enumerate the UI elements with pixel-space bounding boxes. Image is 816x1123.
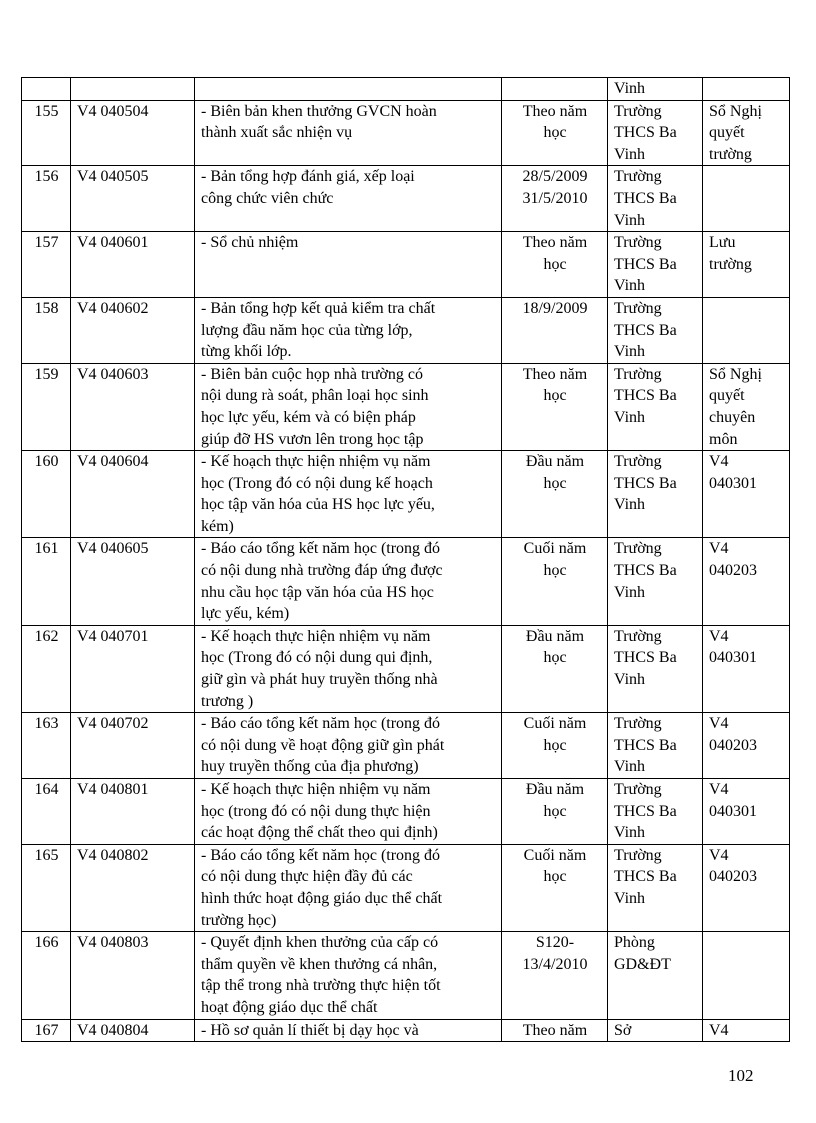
issuing-unit-cell bbox=[608, 625, 703, 712]
evidence-content-cell bbox=[195, 713, 502, 779]
issuing-unit-line: Phòng bbox=[614, 934, 655, 952]
note-cell bbox=[703, 713, 790, 779]
note-cell bbox=[703, 779, 790, 845]
issue-time-line: Theo năm bbox=[522, 234, 588, 252]
issue-time-line: Đầu năm bbox=[525, 453, 585, 471]
note-line: V4 bbox=[709, 1021, 729, 1039]
issue-time-line: Đầu năm bbox=[525, 627, 585, 645]
row-number-cell: 160 bbox=[22, 451, 71, 538]
row-number-cell: 164 bbox=[22, 779, 71, 845]
evidence-content-line: thành xuất sắc nhiện vụ bbox=[201, 124, 353, 142]
issue-time-cell bbox=[502, 779, 608, 845]
issuing-unit-line: THCS Ba bbox=[614, 649, 677, 667]
note-line: V4 bbox=[709, 627, 729, 645]
issuing-unit-cell bbox=[608, 166, 703, 232]
issuing-unit-line: Vinh bbox=[614, 408, 646, 426]
evidence-code-cell: V4 040603 bbox=[71, 363, 195, 450]
evidence-code-cell: V4 040701 bbox=[71, 625, 195, 712]
evidence-content-cell bbox=[195, 232, 502, 298]
table-row bbox=[22, 713, 790, 779]
issue-time-line: Theo năm bbox=[522, 1021, 588, 1039]
row-number-cell: 155 bbox=[22, 100, 71, 166]
note-cell bbox=[703, 932, 790, 1019]
evidence-content-line: - Biên bản cuộc họp nhà trường có bbox=[201, 365, 423, 383]
evidence-content-line: - Kế hoạch thực hiện nhiệm vụ năm bbox=[201, 627, 431, 645]
note-line: 040301 bbox=[709, 802, 757, 820]
note-cell bbox=[703, 166, 790, 232]
evidence-content-cell bbox=[195, 100, 502, 166]
note-line: V4 bbox=[709, 781, 729, 798]
note-line: chuyên bbox=[709, 408, 756, 426]
issuing-unit-line: THCS Ba bbox=[614, 736, 677, 754]
table-row bbox=[22, 297, 790, 363]
table-row bbox=[22, 100, 790, 166]
evidence-content-cell bbox=[195, 1019, 502, 1042]
issue-time-line: 31/5/2010 bbox=[522, 189, 588, 207]
row-number-cell: 163 bbox=[22, 713, 71, 779]
issuing-unit-cell bbox=[608, 779, 703, 845]
row-number-cell: 165 bbox=[22, 844, 71, 931]
evidence-content-line: - Kế hoạch thực hiện nhiệm vụ năm bbox=[201, 453, 431, 471]
row-number-cell: 156 bbox=[22, 166, 71, 232]
evidence-content-line: nội dung rà soát, phân loại học sinh bbox=[201, 387, 429, 405]
evidence-content-line: học (Trong đó có nội dung qui định, bbox=[201, 649, 433, 667]
note-cell bbox=[703, 78, 790, 101]
evidence-content-line: - Báo cáo tổng kết năm học (trong đó bbox=[201, 846, 441, 864]
evidence-content-line: - Báo cáo tổng kết năm học (trong đó bbox=[201, 540, 441, 558]
issue-time-cell bbox=[502, 625, 608, 712]
evidence-content-line: các hoạt động thể chất theo qui định) bbox=[201, 824, 438, 842]
evidence-code-cell bbox=[71, 78, 195, 101]
issue-time-line: 18/9/2009 bbox=[522, 299, 588, 317]
issue-time-line: học bbox=[543, 474, 567, 492]
issue-time-line: Theo năm bbox=[522, 365, 588, 383]
evidence-code-cell: V4 040602 bbox=[71, 297, 195, 363]
issuing-unit-line: Vinh bbox=[614, 80, 646, 97]
issue-time-line: học bbox=[543, 255, 567, 273]
row-number-cell: 162 bbox=[22, 625, 71, 712]
issuing-unit-cell bbox=[608, 932, 703, 1019]
evidence-content-cell bbox=[195, 844, 502, 931]
issue-time-line: học bbox=[543, 124, 567, 142]
evidence-content-cell bbox=[195, 779, 502, 845]
evidence-code-cell: V4 040801 bbox=[71, 779, 195, 845]
evidence-code-cell: V4 040504 bbox=[71, 100, 195, 166]
note-line: V4 bbox=[709, 540, 729, 558]
row-number-cell: 159 bbox=[22, 363, 71, 450]
issuing-unit-line: Vinh bbox=[614, 671, 646, 689]
note-line: 040301 bbox=[709, 649, 757, 667]
issuing-unit-line: Trường bbox=[614, 715, 662, 733]
evidence-content-cell bbox=[195, 451, 502, 538]
issuing-unit-line: THCS Ba bbox=[614, 562, 677, 580]
issue-time-line: học bbox=[543, 736, 567, 754]
issuing-unit-line: Vinh bbox=[614, 145, 646, 163]
evidence-code-cell: V4 040505 bbox=[71, 166, 195, 232]
evidence-code-cell: V4 040604 bbox=[71, 451, 195, 538]
issue-time-cell bbox=[502, 100, 608, 166]
evidence-code-cell: V4 040803 bbox=[71, 932, 195, 1019]
issuing-unit-cell bbox=[608, 363, 703, 450]
evidence-content-line: trương ) bbox=[201, 692, 254, 710]
issue-time-cell bbox=[502, 232, 608, 298]
issue-time-line: Đầu năm bbox=[525, 781, 585, 798]
evidence-content-line: có nội dung thực hiện đầy đủ các bbox=[201, 868, 413, 886]
evidence-content-line: tập thể trong nhà trường thực hiện tốt bbox=[201, 977, 441, 995]
note-cell bbox=[703, 100, 790, 166]
evidence-content-cell bbox=[195, 297, 502, 363]
issue-time-line: học bbox=[543, 562, 567, 580]
issuing-unit-line: THCS Ba bbox=[614, 124, 677, 142]
note-line: V4 bbox=[709, 846, 729, 864]
issue-time-cell bbox=[502, 363, 608, 450]
issuing-unit-line: Trường bbox=[614, 846, 662, 864]
table-row bbox=[22, 538, 790, 625]
issuing-unit-line: Vinh bbox=[614, 277, 646, 295]
note-line: 040301 bbox=[709, 474, 757, 492]
evidence-content-line: - Báo cáo tổng kết năm học (trong đó bbox=[201, 715, 441, 733]
issuing-unit-cell bbox=[608, 232, 703, 298]
issuing-unit-line: Vinh bbox=[614, 496, 646, 514]
issue-time-line: Cuối năm bbox=[523, 846, 587, 864]
note-cell bbox=[703, 844, 790, 931]
page-number: 102 bbox=[728, 1066, 754, 1085]
note-line: 040203 bbox=[709, 562, 757, 580]
issue-time-line: Cuối năm bbox=[523, 540, 587, 558]
issuing-unit-line: Sở bbox=[614, 1021, 632, 1039]
row-number-cell: 167 bbox=[22, 1019, 71, 1042]
evidence-content-line: trường học) bbox=[201, 911, 277, 929]
issue-time-line: Theo năm bbox=[522, 102, 588, 120]
issue-time-line: Cuối năm bbox=[523, 715, 587, 733]
evidence-content-line: có nội dung nhà trường đáp ứng được bbox=[201, 562, 443, 580]
issue-time-line: 13/4/2010 bbox=[522, 955, 588, 973]
issuing-unit-cell bbox=[608, 538, 703, 625]
row-number-cell bbox=[22, 78, 71, 101]
issuing-unit-line: Trường bbox=[614, 365, 662, 383]
issuing-unit-line: Trường bbox=[614, 453, 662, 471]
note-line: V4 bbox=[709, 453, 729, 471]
issuing-unit-line: THCS Ba bbox=[614, 321, 677, 339]
issuing-unit-cell bbox=[608, 713, 703, 779]
table-row bbox=[22, 78, 790, 101]
evidence-content-line: hình thức hoạt động giáo dục thể chất bbox=[201, 889, 443, 907]
evidence-content-cell bbox=[195, 166, 502, 232]
evidence-content-line: - Bản tổng hợp kết quả kiểm tra chất bbox=[201, 299, 436, 317]
evidence-content-cell bbox=[195, 538, 502, 625]
note-line: V4 bbox=[709, 715, 729, 733]
issue-time-line: học bbox=[543, 868, 567, 886]
issuing-unit-cell bbox=[608, 451, 703, 538]
issue-time-line: học bbox=[543, 387, 567, 405]
evidence-content-cell bbox=[195, 932, 502, 1019]
table-row bbox=[22, 363, 790, 450]
evidence-content-line: nhu cầu học tập văn hóa của HS học bbox=[201, 583, 434, 601]
row-number-cell: 157 bbox=[22, 232, 71, 298]
issuing-unit-line: THCS Ba bbox=[614, 802, 677, 820]
table-row bbox=[22, 779, 790, 845]
issue-time-cell bbox=[502, 932, 608, 1019]
issuing-unit-line: Trường bbox=[614, 627, 662, 645]
evidence-table-body bbox=[22, 78, 790, 1042]
table-row bbox=[22, 844, 790, 931]
note-cell bbox=[703, 297, 790, 363]
evidence-content-line: giúp đỡ HS vươn lên trong học tập bbox=[201, 430, 424, 448]
table-row bbox=[22, 1019, 790, 1042]
note-line: 040203 bbox=[709, 736, 757, 754]
issue-time-cell bbox=[502, 713, 608, 779]
evidence-content-cell bbox=[195, 78, 502, 101]
issuing-unit-line: THCS Ba bbox=[614, 387, 677, 405]
issuing-unit-line: Trường bbox=[614, 781, 662, 798]
issuing-unit-line: Trường bbox=[614, 168, 662, 186]
issuing-unit-line: THCS Ba bbox=[614, 189, 677, 207]
note-line: Sổ Nghị bbox=[709, 102, 762, 120]
evidence-content-cell bbox=[195, 625, 502, 712]
evidence-content-line: giữ gìn và phát huy truyền thống nhà bbox=[201, 671, 438, 689]
issuing-unit-line: GD&ĐT bbox=[614, 955, 671, 973]
issuing-unit-line: THCS Ba bbox=[614, 474, 677, 492]
evidence-content-line: - Kế hoạch thực hiện nhiệm vụ năm bbox=[201, 781, 431, 798]
table-row bbox=[22, 166, 790, 232]
note-line: Sổ Nghị bbox=[709, 365, 762, 383]
evidence-content-line: từng khối lớp. bbox=[201, 343, 292, 361]
note-line: quyết bbox=[709, 124, 745, 142]
evidence-content-line: kém) bbox=[201, 517, 234, 535]
row-number-cell: 166 bbox=[22, 932, 71, 1019]
note-cell bbox=[703, 451, 790, 538]
issuing-unit-line: THCS Ba bbox=[614, 255, 677, 273]
evidence-content-line: huy truyền thống của địa phương) bbox=[201, 758, 419, 776]
issue-time-line: 28/5/2009 bbox=[522, 168, 588, 186]
issue-time-line: học bbox=[543, 802, 567, 820]
evidence-content-line: học (trong đó có nội dung thực hiện bbox=[201, 802, 431, 820]
issuing-unit-line: THCS Ba bbox=[614, 868, 677, 886]
issue-time-cell bbox=[502, 451, 608, 538]
issuing-unit-cell bbox=[608, 844, 703, 931]
table-row bbox=[22, 625, 790, 712]
evidence-code-cell: V4 040601 bbox=[71, 232, 195, 298]
note-line: Lưu bbox=[709, 234, 736, 252]
issue-time-cell bbox=[502, 78, 608, 101]
evidence-content-line: học (Trong đó có nội dung kế hoạch bbox=[201, 474, 433, 492]
note-cell bbox=[703, 1019, 790, 1042]
issue-time-cell bbox=[502, 538, 608, 625]
evidence-content-line: lượng đầu năm học của từng lớp, bbox=[201, 321, 413, 339]
issue-time-cell bbox=[502, 1019, 608, 1042]
issuing-unit-line: Vinh bbox=[614, 758, 646, 776]
issuing-unit-line: Trường bbox=[614, 102, 662, 120]
issue-time-cell bbox=[502, 297, 608, 363]
issuing-unit-line: Trường bbox=[614, 234, 662, 252]
issue-time-cell bbox=[502, 166, 608, 232]
issuing-unit-cell bbox=[608, 100, 703, 166]
row-number-cell: 161 bbox=[22, 538, 71, 625]
evidence-content-line: - Bản tổng hợp đánh giá, xếp loại bbox=[201, 168, 415, 186]
evidence-content-cell bbox=[195, 363, 502, 450]
note-line: trường bbox=[709, 145, 752, 163]
table-row bbox=[22, 232, 790, 298]
evidence-content-line: - Sổ chủ nhiệm bbox=[201, 234, 299, 252]
evidence-code-cell: V4 040802 bbox=[71, 844, 195, 931]
evidence-content-line: công chức viên chức bbox=[201, 189, 334, 207]
issue-time-line: học bbox=[543, 649, 567, 667]
issuing-unit-line: Trường bbox=[614, 540, 662, 558]
note-line: môn bbox=[709, 430, 738, 448]
issue-time-line: S120- bbox=[535, 934, 575, 952]
issuing-unit-line: Vinh bbox=[614, 824, 646, 842]
issuing-unit-cell bbox=[608, 297, 703, 363]
evidence-content-line: - Biên bản khen thưởng GVCN hoàn bbox=[201, 102, 437, 120]
note-line: trường bbox=[709, 255, 752, 273]
evidence-content-line: có nội dung về hoạt động giữ gìn phát bbox=[201, 736, 445, 754]
issuing-unit-line: Vinh bbox=[614, 889, 646, 907]
note-cell bbox=[703, 538, 790, 625]
issuing-unit-line: Trường bbox=[614, 299, 662, 317]
note-cell bbox=[703, 232, 790, 298]
issuing-unit-cell bbox=[608, 1019, 703, 1042]
evidence-content-line: thẩm quyền về khen thưởng cá nhân, bbox=[201, 955, 438, 973]
note-line: 040203 bbox=[709, 868, 757, 886]
table-row bbox=[22, 451, 790, 538]
table-row bbox=[22, 932, 790, 1019]
evidence-content-line: học lực yếu, kém và có biện pháp bbox=[201, 408, 416, 426]
evidence-table bbox=[21, 77, 790, 1042]
evidence-code-cell: V4 040804 bbox=[71, 1019, 195, 1042]
issuing-unit-line: Vinh bbox=[614, 343, 646, 361]
evidence-code-cell: V4 040702 bbox=[71, 713, 195, 779]
note-cell bbox=[703, 625, 790, 712]
issue-time-cell bbox=[502, 844, 608, 931]
evidence-content-line: - Hồ sơ quản lí thiết bị dạy học và bbox=[201, 1021, 419, 1039]
issuing-unit-cell bbox=[608, 78, 703, 101]
issuing-unit-line: Vinh bbox=[614, 211, 646, 229]
row-number-cell: 158 bbox=[22, 297, 71, 363]
evidence-content-line: hoạt động giáo dục thể chất bbox=[201, 998, 378, 1016]
evidence-content-line: - Quyết định khen thưởng của cấp có bbox=[201, 934, 439, 952]
evidence-content-line: lực yếu, kém) bbox=[201, 605, 290, 623]
evidence-content-line: học tập văn hóa của HS học lực yếu, bbox=[201, 496, 435, 514]
note-line: quyết bbox=[709, 387, 745, 405]
issuing-unit-line: Vinh bbox=[614, 583, 646, 601]
note-cell bbox=[703, 363, 790, 450]
evidence-code-cell: V4 040605 bbox=[71, 538, 195, 625]
